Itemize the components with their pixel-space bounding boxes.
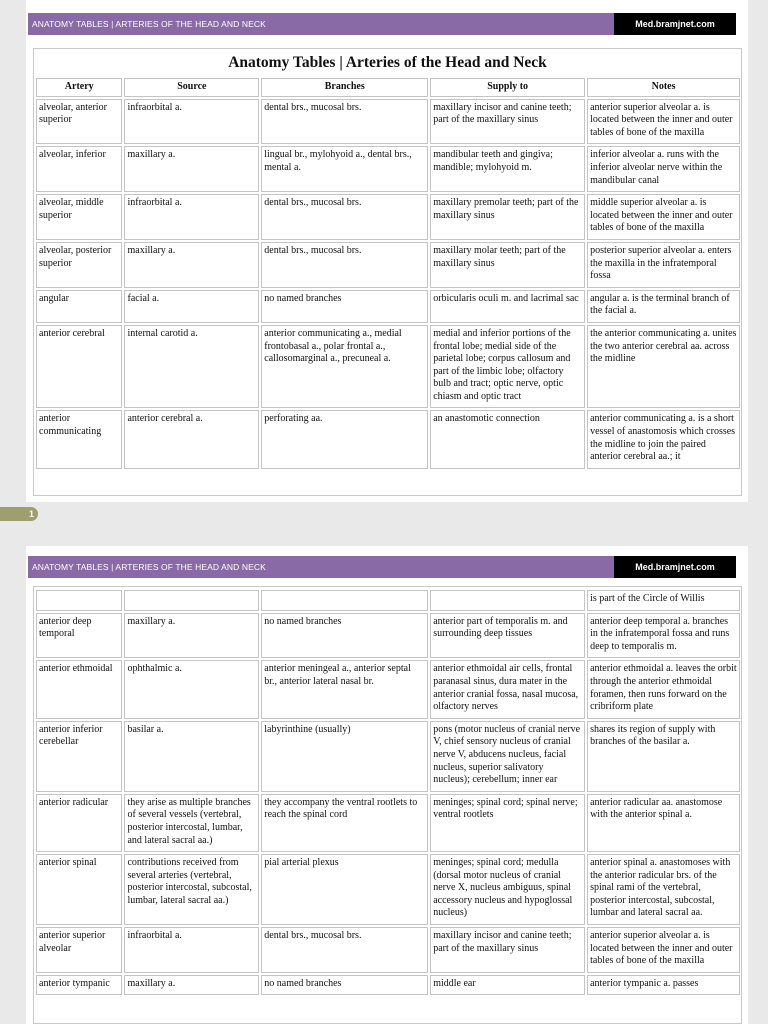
cell-branches: no named branches [261,290,428,323]
cell-artery: anterior communicating [36,410,122,468]
cell-source: infraorbital a. [124,99,259,145]
cell-branches: no named branches [261,975,428,996]
cell-branches: labyrinthine (usually) [261,721,428,792]
cell-notes: is part of the Circle of Willis [587,590,740,611]
table-row [36,194,740,240]
cell-supply: anterior ethmoidal air cells, frontal paranasal sinus, dura mater in the anterior cranial fossa, nasal mucosa, olfactory nerves [430,660,585,718]
cell-branches: lingual br., mylohyoid a., dental brs., mental a. [261,146,428,192]
column-header-branches: Branches [261,78,428,97]
table-row [36,590,740,611]
cell-supply: maxillary incisor and canine teeth; part of the maxillary sinus [430,99,585,145]
cell-notes: anterior ethmoidal a. leaves the orbit through the anterior ethmoidal foramen, then runs forward on the cribriform plate [587,660,740,718]
cell-source: infraorbital a. [124,194,259,240]
header-title: ANATOMY TABLES | ARTERIES OF THE HEAD AND NECK [28,13,614,35]
cell-supply: meninges; spinal cord; medulla (dorsal motor nucleus of cranial nerve X, nucleus ambiguus, spinal accessory nucleus and hypoglossal nucleus) [430,854,585,925]
column-header-source: Source [124,78,259,97]
table-row [36,975,740,996]
cell-supply: middle ear [430,975,585,996]
column-header-notes: Notes [587,78,740,97]
page-header [28,13,736,35]
cell-supply [430,590,585,611]
cell-branches [261,590,428,611]
cell-supply: mandibular teeth and gingiva; mandible; mylohyoid m. [430,146,585,192]
cell-notes: anterior communicating a. is a short vessel of anastomosis which crosses the midline to join the paired anterior cerebral aa.; it [587,410,740,468]
arteries-table [34,76,742,471]
table-row [36,410,740,468]
cell-notes: anterior radicular aa. anastomose with the anterior spinal a. [587,794,740,852]
cell-supply: maxillary molar teeth; part of the maxillary sinus [430,242,585,288]
cell-supply: pons (motor nucleus of cranial nerve V, chief sensory nucleus of cranial nerve V, abducens nucleus, facial nucleus, superior salivatory nucleus); cerebellum; inner ear [430,721,585,792]
cell-source: maxillary a. [124,146,259,192]
cell-supply: anterior part of temporalis m. and surrounding deep tissues [430,613,585,659]
cell-artery: anterior spinal [36,854,122,925]
cell-branches: perforating aa. [261,410,428,468]
cell-artery: anterior radicular [36,794,122,852]
cell-source: maxillary a. [124,613,259,659]
table-header-row [36,78,740,97]
document-page-2 [26,546,748,1024]
cell-source: facial a. [124,290,259,323]
cell-artery: alveolar, middle superior [36,194,122,240]
cell-notes: shares its region of supply with branches of the basilar a. [587,721,740,792]
cell-branches: dental brs., mucosal brs. [261,242,428,288]
cell-notes: anterior superior alveolar a. is located between the inner and outer tables of bone of the maxilla [587,927,740,973]
cell-source: basilar a. [124,721,259,792]
cell-artery: alveolar, posterior superior [36,242,122,288]
cell-artery: anterior ethmoidal [36,660,122,718]
cell-branches: pial arterial plexus [261,854,428,925]
cell-branches: dental brs., mucosal brs. [261,194,428,240]
cell-notes: inferior alveolar a. runs with the inferior alveolar nerve within the mandibular canal [587,146,740,192]
table-row [36,794,740,852]
table-row [36,99,740,145]
table-row [36,721,740,792]
cell-notes: anterior superior alveolar a. is located between the inner and outer tables of bone of the maxilla [587,99,740,145]
cell-artery: angular [36,290,122,323]
column-header-artery: Artery [36,78,122,97]
table-body [36,590,740,995]
page-number-badge: 1 [0,507,38,521]
cell-branches: no named branches [261,613,428,659]
cell-source: anterior cerebral a. [124,410,259,468]
cell-supply: maxillary premolar teeth; part of the maxillary sinus [430,194,585,240]
table-row [36,660,740,718]
cell-source: contributions received from several arteries (vertebral, posterior intercostal, subcostal, lumbar, lateral sacral aa.) [124,854,259,925]
table-row [36,290,740,323]
table-row [36,242,740,288]
cell-artery: anterior deep temporal [36,613,122,659]
cell-branches: they accompany the ventral rootlets to reach the spinal cord [261,794,428,852]
cell-artery: anterior inferior cerebellar [36,721,122,792]
cell-supply: meninges; spinal cord; spinal nerve; ventral rootlets [430,794,585,852]
cell-notes: angular a. is the terminal branch of the facial a. [587,290,740,323]
cell-artery: anterior cerebral [36,325,122,409]
cell-branches: dental brs., mucosal brs. [261,927,428,973]
table-row [36,325,740,409]
cell-source: internal carotid a. [124,325,259,409]
cell-notes: the anterior communicating a. unites the two anterior cerebral aa. across the midline [587,325,740,409]
cell-artery: anterior tympanic [36,975,122,996]
cell-branches: dental brs., mucosal brs. [261,99,428,145]
cell-supply: maxillary incisor and canine teeth; part of the maxillary sinus [430,927,585,973]
header-title: ANATOMY TABLES | ARTERIES OF THE HEAD AND NECK [28,556,614,578]
table-row [36,613,740,659]
cell-artery: anterior superior alveolar [36,927,122,973]
cell-source [124,590,259,611]
arteries-table-continued [34,588,742,997]
document-page-1 [26,0,748,502]
cell-source: they arise as multiple branches of several vessels (vertebral, posterior intercostal, lumbar, and lateral sacral aa.) [124,794,259,852]
table-row [36,854,740,925]
cell-supply: an anastomotic connection [430,410,585,468]
cell-source: ophthalmic a. [124,660,259,718]
page-header [28,556,736,578]
cell-branches: anterior meningeal a., anterior septal br., anterior lateral nasal br. [261,660,428,718]
cell-artery: alveolar, anterior superior [36,99,122,145]
table-frame [33,586,742,1024]
cell-supply: orbicularis oculi m. and lacrimal sac [430,290,585,323]
column-header-supply: Supply to [430,78,585,97]
header-site-link[interactable]: Med.bramjnet.com [614,13,736,35]
cell-source: maxillary a. [124,242,259,288]
table-body [36,99,740,469]
cell-supply: medial and inferior portions of the frontal lobe; medial side of the parietal lobe; corpus callosum and part of the limbic lobe; olfactory bulb and tract; optic nerve, optic chiasm and optic tract [430,325,585,409]
cell-notes: anterior spinal a. anastomoses with the anterior radicular brs. of the spinal rami of the vertebral, posterior intercostal, subcostal, lumbar and lateral sacral aa. [587,854,740,925]
document-title: Anatomy Tables | Arteries of the Head and Neck [228,54,547,71]
cell-notes: anterior deep temporal a. branches in the infratemporal fossa and runs deep to temporalis m. [587,613,740,659]
table-row [36,927,740,973]
cell-artery: alveolar, inferior [36,146,122,192]
cell-branches: anterior communicating a., medial frontobasal a., polar frontal a., callosomarginal a., precuneal a. [261,325,428,409]
cell-notes: anterior tympanic a. passes [587,975,740,996]
header-site-link[interactable]: Med.bramjnet.com [614,556,736,578]
cell-notes: middle superior alveolar a. is located between the inner and outer tables of bone of the maxilla [587,194,740,240]
cell-source: maxillary a. [124,975,259,996]
cell-artery [36,590,122,611]
cell-source: infraorbital a. [124,927,259,973]
cell-notes: posterior superior alveolar a. enters the maxilla in the infratemporal fossa [587,242,740,288]
table-frame [33,48,742,496]
table-row [36,146,740,192]
